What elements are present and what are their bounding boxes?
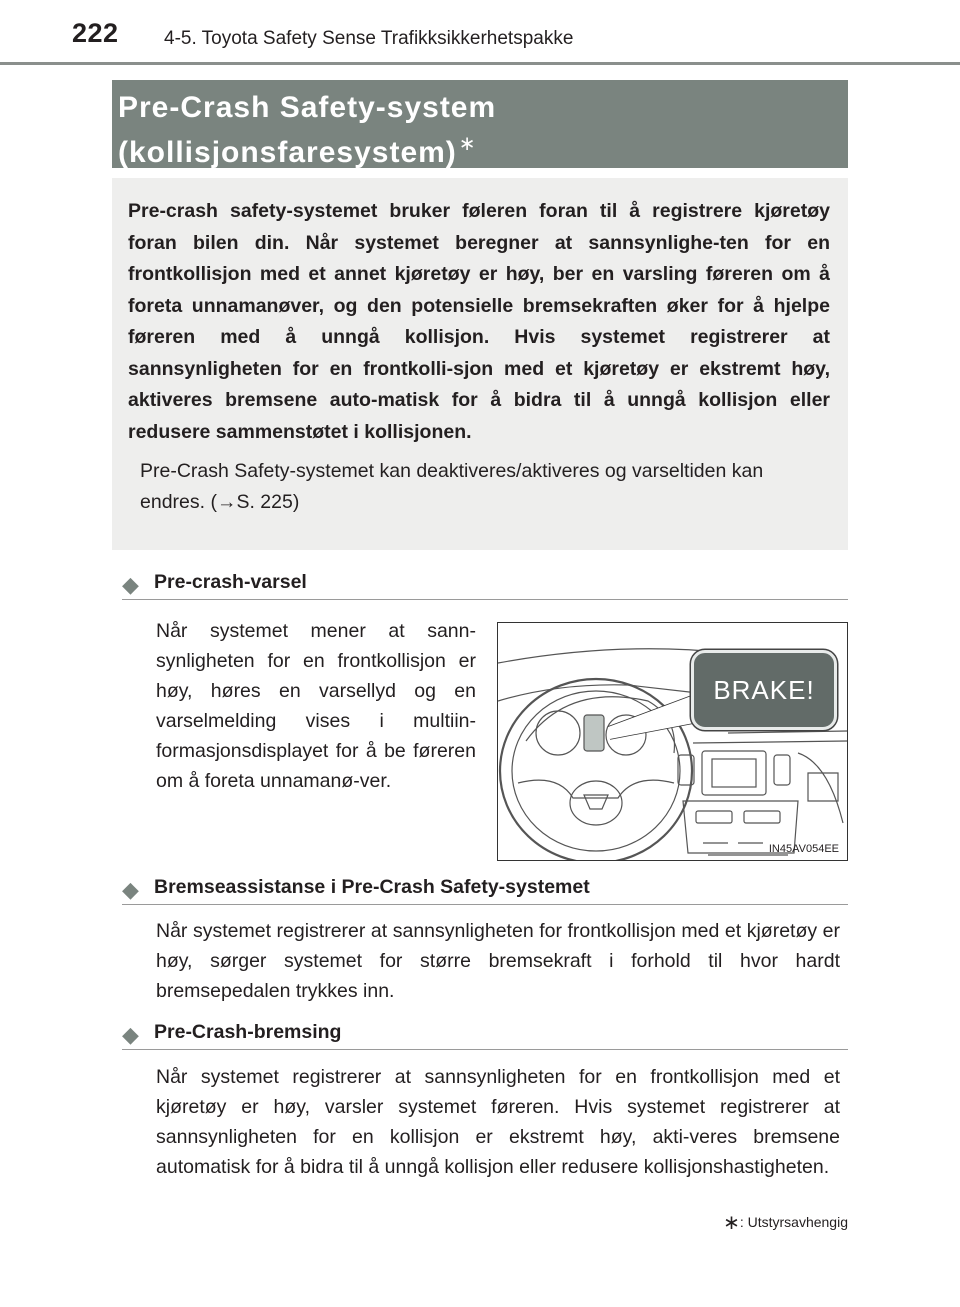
page-title-line-2 [118,126,848,171]
section-heading-label: Bremseassistanse i Pre-Crash Safety-systemet [154,876,590,898]
section-heading-pre-crash-varsel [122,568,848,600]
footnote [723,1210,848,1235]
section-heading-label: Pre-Crash-bremsing [154,1021,342,1043]
page-title-line-1: Pre-Crash Safety-system [118,91,497,124]
footnote-text: : Utstyrsavhengig [739,1214,848,1230]
brake-warning-display [691,650,837,730]
asterisk-icon: ∗ [458,133,477,155]
brake-warning-text: BRAKE! [713,674,815,705]
image-code: IN45AV054EE [768,843,839,855]
header-section-title: 4-5. Toyota Safety Sense Trafikksikkerhetspakke [164,28,574,49]
page-title-line-2-text: (kollisjonsfaresystem) [118,136,457,169]
diamond-icon: ◆ [122,572,139,597]
section-body-pre-crash-bremsing: Når systemet registrerer at sannsynligheten for en frontkollisjon med et kjøretøy er høy, varsler systemet føreren. Hvis systemet registrerer at sannsynligheten for en kollisjon er ekstremt høy, akti-veres bremsene automatisk for å bidra til å unngå kollisjon eller redusere kollisjonshastigheten. [156,1066,840,1178]
header-divider [0,62,960,65]
section-heading-label: Pre-crash-varsel [154,571,307,593]
asterisk-icon: ∗ [723,1212,740,1234]
page-number: 222 [72,18,119,48]
section-heading-pre-crash-bremsing [122,1018,848,1050]
section-heading-bremseassistanse [122,873,848,905]
dashboard-illustration [497,622,848,861]
intro-bold-text: Pre-crash safety-systemet bruker føleren foran til å registrere kjøretøy foran bilen din. Når systemet beregner at sannsynlighe-ten for en frontkollisjon med et annet kjøretøy er høy, ber en varsling føreren om å foreta unnamanøver, og den potensielle bremsekraften øker for å hjelpe føreren med å unngå kollisjon. Hvis systemet registrerer at sannsynligheten for en frontkolli-sjon med et kjøretøy er ekstremt høy, aktiveres bremsene auto-matisk for å bidra til å unngå kollisjon eller redusere sammenstøtet i kollisjonen. [128,200,830,443]
diamond-icon: ◆ [122,877,139,902]
section-body-pre-crash-varsel: Når systemet mener at sann-synligheten for en frontkollisjon er høy, høres en varsellyd og en varselmelding vises i multiin-formasjonsdisplayet for å be føreren om å foreta unnamanø-ver. [156,620,476,792]
title-banner [112,80,848,168]
section-body-bremseassistanse: Når systemet registrerer at sannsynligheten for frontkollisjon med et kjøretøy er høy, sørger systemet for større bremsekraft i forhold til hvor hardt bremsepedalen trykkes inn. [156,920,840,1002]
intro-box [112,178,848,550]
intro-note: Pre-Crash Safety-systemet kan deaktiveres/aktiveres og varseltiden kan endres. (→S. 225) [140,460,764,513]
diamond-icon: ◆ [122,1022,139,1047]
